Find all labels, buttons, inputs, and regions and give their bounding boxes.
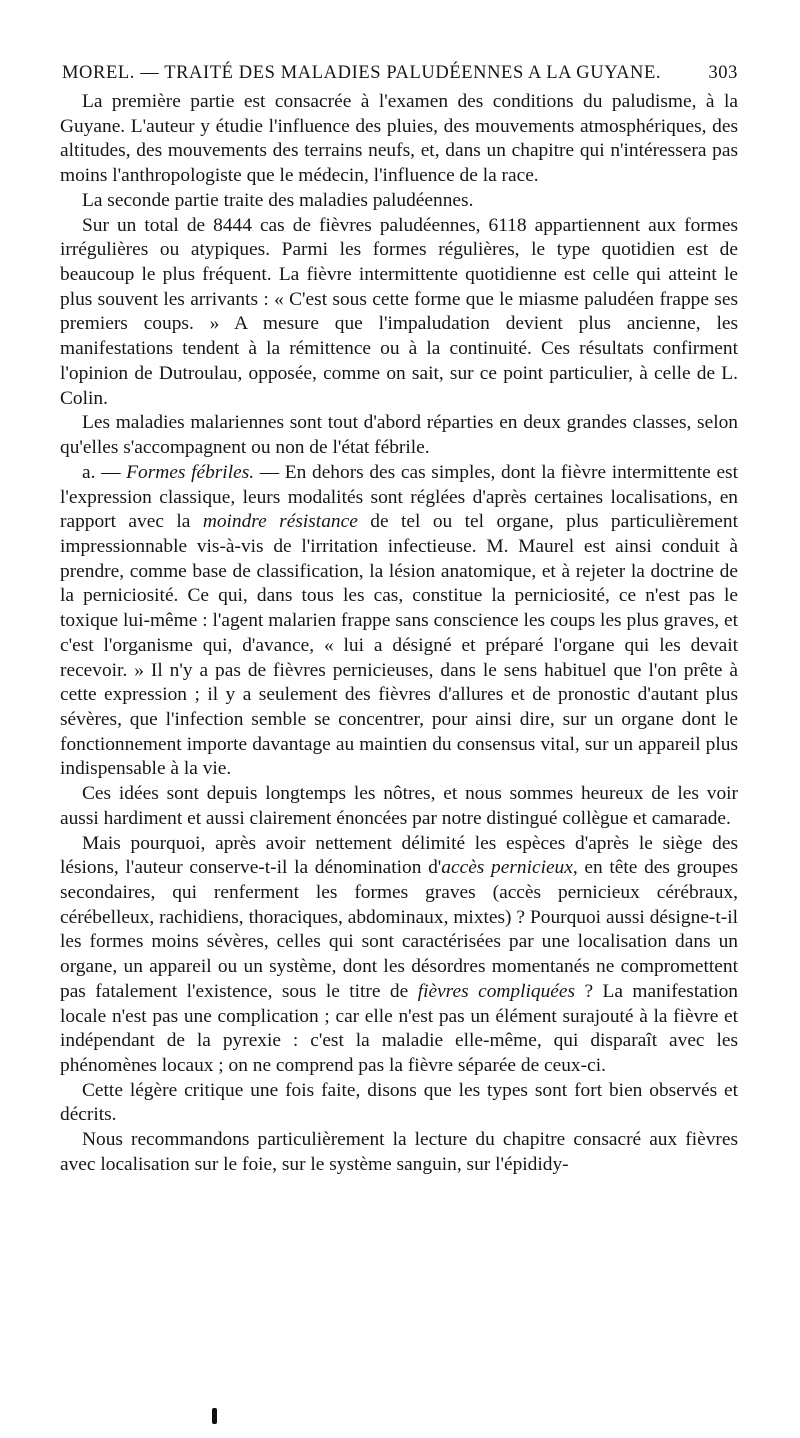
text-run: a. — [82, 461, 127, 483]
paragraph [60, 90, 738, 189]
paragraph [60, 214, 738, 412]
italic-text: Formes fébriles. [126, 461, 255, 483]
ink-mark [212, 1408, 217, 1424]
text-run: de tel ou tel organe, plus particulièrement impressionnable vis-à-vis de l'irritation infectieuse. M. Maurel est ainsi conduit à prendre, comme base de classification, la lésion anatomique, et à rejeter la doctrine de la perniciosité. Ce qui, dans tous les cas, constitue la perniciosité, ce n'est pas le toxique lui-même : l'agent malarien frappe sans conscience les coups les plus graves, et c'est l'organisme qui, d'avance, « lui a désigné et préparé l'organe qui les devait recevoir. » Il n'y a pas de fièvres pernicieuses, dans le sens habituel que l'on prête à cette expression ; il y a seulement des fièvres d'allures et de pronostic d'autant plus sévères, que l'infection semble se concentrer, pour ainsi dire, sur un organe dont le fonctionnement importe davantage au maintien du consensus vital, sur un appareil plus indispensable à la vie. [60, 511, 738, 780]
text-run: La première partie est consacrée à l'examen des conditions du paludisme, à la Guyane. L'auteur y étudie l'influence des pluies, des mouvements atmosphériques, des altitudes, des mouvements des terrains neufs, et, dans un chapitre qui n'intéressera pas moins l'anthropologiste que le médecin, l'influence de la race. [60, 91, 738, 187]
text-run: La seconde partie traite des maladies paludéennes. [82, 189, 474, 211]
text-run: Mais pourquoi, après avoir nettement délimité les espèces d'après le siège des lésions, l'auteur conserve-t-il la dénomination d' [60, 832, 738, 879]
paragraph [60, 1079, 738, 1128]
page-number: 303 [708, 63, 738, 83]
paragraph [60, 832, 738, 1079]
text-run: , en tête des groupes secondaires, qui renferment les formes graves (accès pernicieux cérébraux, cérébelleux, rachidiens, thoraciques, abdominaux, mixtes) ? Pourquoi aussi désigne-t-il les formes moins sévères, celles qui sont caractérisées par une localisation dans un organe, un appareil ou un système, dont les désordres momentanés ne compromettent pas fatalement l'existence, sous le titre de [60, 857, 738, 1002]
body-text [60, 90, 738, 1178]
italic-text: moindre résistance [202, 511, 358, 533]
text-run: — En dehors des cas simples, dont la fièvre intermittente est l'expression classique, leurs modalités sont réglées d'après certaines localisations, en rapport avec la [60, 461, 738, 533]
text-run: ? La manifestation locale n'est pas une complication ; car elle n'est pas un élément surajouté à la fièvre et indépendant de la pyrexie : c'est la maladie elle-même, qui disparaît avec les phénomènes locaux ; on ne comprend pas la fièvre séparée de ceux-ci. [60, 980, 738, 1077]
italic-text: fièvres compliquées [417, 980, 576, 1002]
text-run: Ces idées sont depuis longtemps les nôtres, et nous sommes heureux de les voir aussi hardiment et aussi clairement énoncées par notre distingué collègue et camarade. [60, 783, 738, 829]
paragraph [60, 411, 738, 460]
paragraph [60, 1128, 738, 1177]
text-run: Cette légère critique une fois faite, disons que les types sont fort bien observés et décrits. [60, 1079, 738, 1126]
running-title: MOREL. — TRAITÉ DES MALADIES PALUDÉENNES A LA GUYANE. [62, 63, 662, 83]
paragraph [60, 189, 738, 214]
paragraph [60, 461, 738, 782]
text-run: Sur un total de 8444 cas de fièvres paludéennes, 6118 appartiennent aux formes irrégulières ou atypiques. Parmi les formes régulières, le type quotidien est de beaucoup le plus fréquent. La fièvre intermittente quotidienne est celle qui atteint le plus souvent les arrivants : « C'est sous cette forme que le miasme paludéen frappe ses premiers coups. » A mesure que l'impaludation devient plus ancienne, les manifestations tendent à la rémittence ou à la continuité. Ces résultats confirment l'opinion de Dutroulau, opposée, comme on sait, sur ce point particulier, à celle de L. Colin. [60, 214, 738, 409]
italic-text: accès pernicieux [441, 857, 573, 879]
paragraph [60, 782, 738, 831]
text-run: Les maladies malariennes sont tout d'abord réparties en deux grandes classes, selon qu'elles s'accompagnent ou non de l'état fébrile. [60, 412, 738, 459]
text-run: Nous recommandons particulièrement la lecture du chapitre consacré aux fièvres avec localisation sur le foie, sur le système sanguin, sur l'épididy- [60, 1129, 738, 1175]
